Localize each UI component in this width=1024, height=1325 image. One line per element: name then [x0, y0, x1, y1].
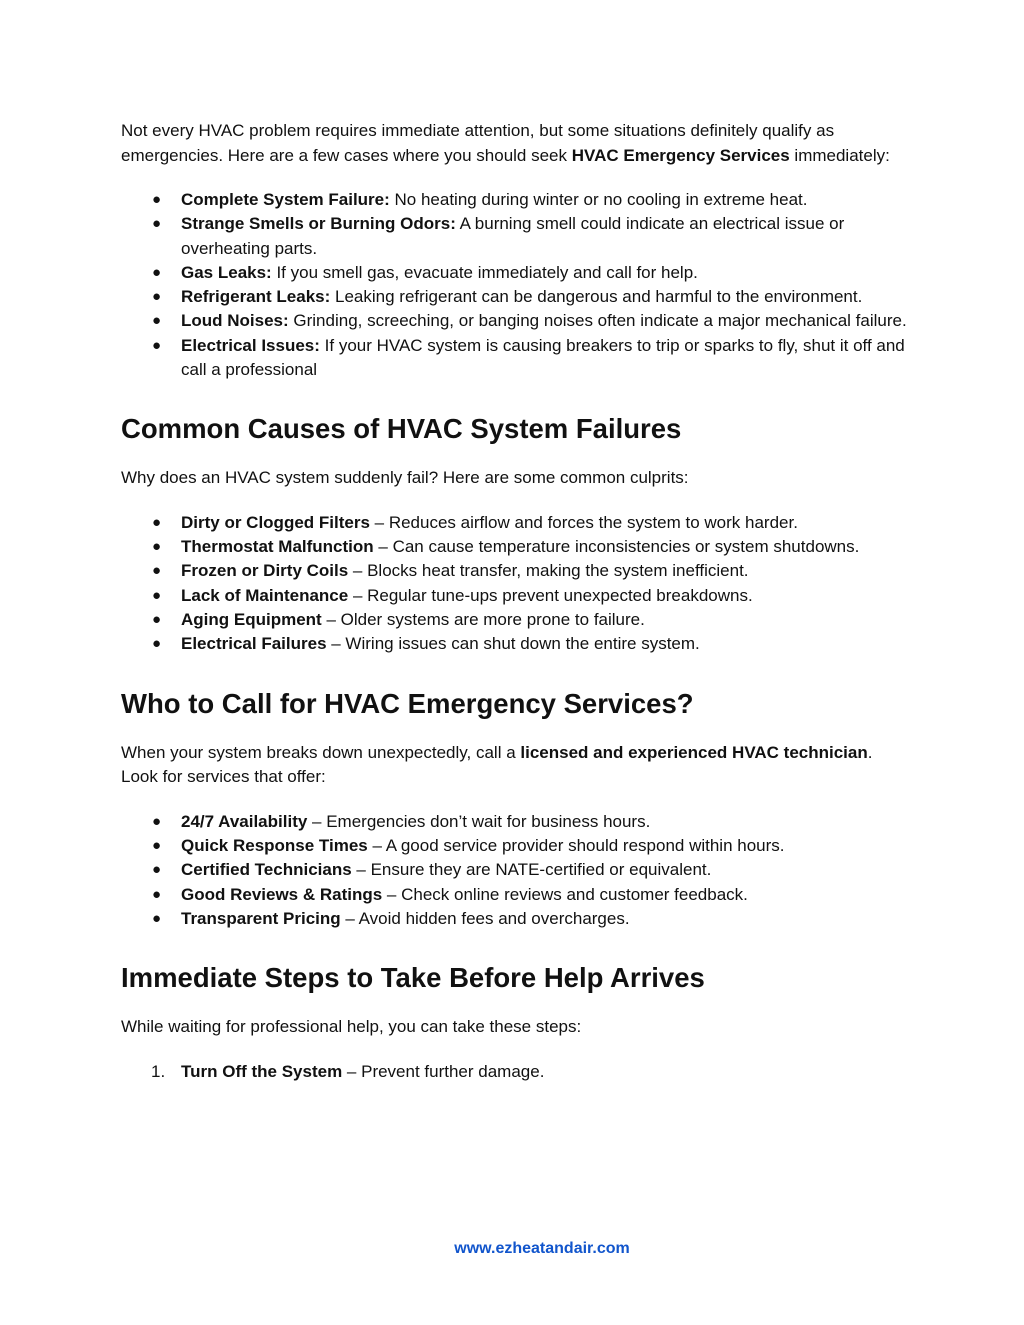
bullet-icon: ● — [152, 909, 162, 927]
causes-heading: Common Causes of HVAC System Failures — [121, 413, 682, 445]
document-body — [121, 119, 911, 1084]
bullet-icon: ● — [152, 215, 162, 233]
list-item: ● Certified Technicians – Ensure they are NATE-certified or equivalent. — [121, 858, 911, 882]
steps-intro: While waiting for professional help, you can take these steps: — [121, 1017, 582, 1037]
step-number: 1. — [151, 1061, 166, 1081]
list-item: ● 24/7 Availability – Emergencies don’t wait for business hours. — [121, 810, 911, 834]
intro-paragraph — [121, 119, 911, 168]
who-intro: When your system breaks down unexpectedly, call a licensed and experienced HVAC technician. Look for services that offer: — [121, 742, 873, 787]
list-item: ● Electrical Issues: If your HVAC system is causing breakers to trip or sparks to fly, shut it off and call a professional — [152, 335, 905, 380]
footer-website-link[interactable]: www.ezheatandair.com — [454, 1240, 630, 1257]
list-item: 1. Turn Off the System – Prevent further damage. — [121, 1060, 911, 1084]
causes-intro: Why does an HVAC system suddenly fail? Here are some common culprits: — [121, 468, 689, 488]
intro-text: Not every HVAC problem requires immediate attention, but some situations definitely qualify as emergencies. Here are a few cases where you should seek — [121, 121, 835, 165]
bullet-icon: ● — [152, 288, 162, 306]
list-item: ● Transparent Pricing – Avoid hidden fees and overcharges. — [121, 907, 911, 931]
list-item: ● Complete System Failure: No heating during winter or no cooling in extreme heat. — [121, 188, 911, 212]
list-item: ● Strange Smells or Burning Odors: A burning smell could indicate an electrical issue or overheating parts. — [152, 214, 845, 258]
bullet-icon: ● — [152, 562, 162, 580]
list-item: ● Good Reviews & Ratings – Check online reviews and customer feedback. — [121, 883, 911, 907]
list-item: ● Electrical Failures – Wiring issues can shut down the entire system. — [121, 632, 911, 656]
intro-text-end: immediately: — [789, 145, 890, 165]
intro-bold-text: HVAC Emergency Services — [571, 145, 790, 165]
list-item: ● Loud Noises: Grinding, screeching, or banging noises often indicate a major mechanical failure. — [121, 309, 911, 333]
list-item: ● Thermostat Malfunction – Can cause temperature inconsistencies or system shutdowns. — [121, 535, 911, 559]
causes-list — [121, 511, 911, 657]
who-list — [121, 810, 911, 931]
bullet-icon: ● — [152, 263, 162, 281]
list-item: ● Gas Leaks: If you smell gas, evacuate immediately and call for help. — [121, 261, 911, 285]
emergencies-list — [121, 188, 911, 382]
steps-list — [121, 1060, 911, 1084]
list-item: ● Aging Equipment – Older systems are more prone to failure. — [121, 608, 911, 632]
bullet-icon: ● — [152, 885, 162, 903]
bullet-icon: ● — [152, 586, 162, 604]
bullet-icon: ● — [152, 336, 162, 354]
list-item: ● Quick Response Times – A good service provider should respond within hours. — [121, 834, 911, 858]
list-item: ● Lack of Maintenance – Regular tune-ups prevent unexpected breakdowns. — [121, 584, 911, 608]
bullet-icon: ● — [152, 538, 162, 556]
bullet-icon: ● — [152, 513, 162, 531]
list-item: ● Dirty or Clogged Filters – Reduces airflow and forces the system to work harder. — [121, 511, 911, 535]
who-heading: Who to Call for HVAC Emergency Services? — [121, 687, 694, 719]
steps-heading: Immediate Steps to Take Before Help Arrives — [121, 962, 705, 994]
list-item: ● Frozen or Dirty Coils – Blocks heat transfer, making the system inefficient. — [121, 559, 911, 583]
bullet-icon: ● — [152, 611, 162, 629]
bullet-icon: ● — [152, 812, 162, 830]
bullet-icon: ● — [152, 312, 162, 330]
bullet-icon: ● — [152, 191, 162, 208]
bullet-icon: ● — [152, 836, 162, 854]
bullet-icon: ● — [152, 635, 162, 653]
list-item: ● Refrigerant Leaks: Leaking refrigerant can be dangerous and harmful to the environment. — [121, 285, 911, 309]
bullet-icon: ● — [152, 861, 162, 879]
